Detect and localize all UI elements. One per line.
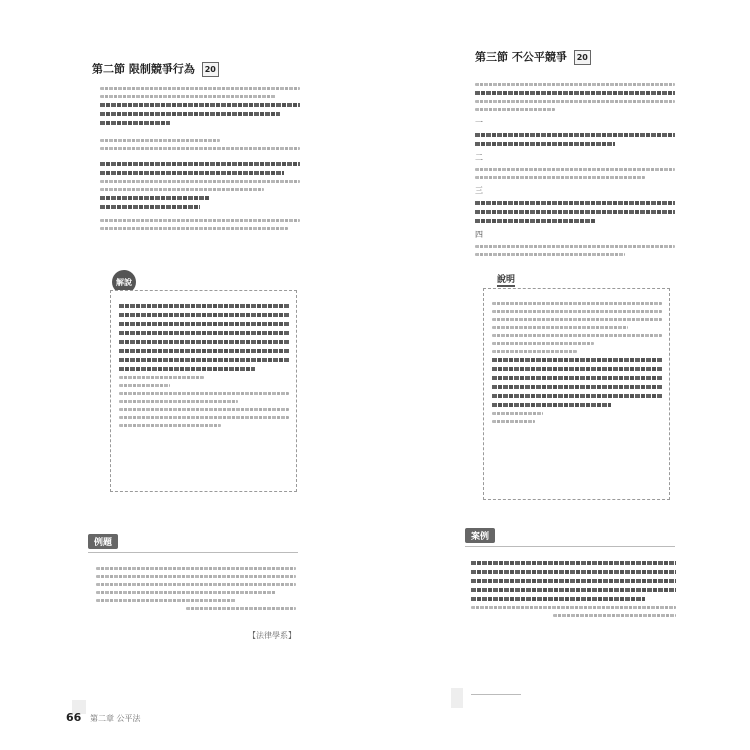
right-explanation-box [483, 288, 670, 500]
text-line [553, 614, 676, 617]
right-heading-tag: 20 [574, 50, 591, 65]
left-divider [88, 552, 298, 553]
text-line [186, 607, 296, 610]
left-body-top [100, 82, 300, 235]
text-line [471, 588, 676, 592]
text-line [492, 302, 662, 305]
text-line [119, 313, 289, 317]
text-line [475, 108, 555, 111]
item-number: 四 [475, 230, 483, 239]
text-line [492, 342, 594, 345]
text-line [119, 424, 221, 427]
text-line [492, 403, 611, 407]
text-line [475, 210, 675, 214]
text-line [119, 384, 170, 387]
text-line [475, 245, 675, 248]
text-line [492, 412, 543, 415]
text-line [119, 349, 289, 353]
text-line [475, 219, 595, 223]
right-example-text [471, 556, 676, 622]
text-line [100, 103, 300, 107]
text-line [492, 318, 662, 321]
text-line [492, 350, 577, 353]
text-line [119, 400, 238, 403]
left-heading-text: 第二節 限制競爭行為 [92, 62, 195, 76]
right-explain-badge: 說明 [497, 272, 515, 287]
text-line [492, 394, 662, 398]
left-explain-badge: 解說 [112, 270, 136, 294]
text-line [96, 599, 236, 602]
page-number: 66 [66, 711, 82, 724]
right-footer-rule [471, 694, 521, 695]
text-line [96, 567, 296, 570]
text-line [100, 87, 300, 90]
text-line [475, 253, 625, 256]
text-line [119, 416, 289, 419]
text-line [475, 91, 675, 95]
text-line [492, 334, 662, 337]
text-line [100, 196, 210, 200]
right-body-top [475, 78, 675, 261]
text-line [100, 139, 220, 142]
left-example-tab: 例題 [88, 534, 118, 549]
numbered-item [475, 151, 675, 163]
text-line [96, 583, 296, 586]
text-line [119, 376, 204, 379]
running-title: 第二章 公平法 [90, 714, 141, 723]
left-heading-tag: 20 [202, 62, 219, 77]
text-line [119, 367, 255, 371]
text-line [492, 367, 662, 371]
text-line [119, 304, 289, 308]
text-line [492, 420, 535, 423]
text-line [475, 201, 675, 205]
left-citation: 【法律學系】 [248, 631, 296, 640]
text-line [492, 358, 662, 362]
text-line [475, 100, 675, 103]
text-line [119, 340, 289, 344]
numbered-item [475, 184, 675, 196]
item-number: 二 [475, 153, 483, 162]
text-line [475, 142, 615, 146]
text-line [100, 171, 284, 175]
text-line [475, 176, 645, 179]
item-number: 一 [475, 118, 483, 127]
right-section-heading [475, 50, 591, 65]
left-example-text [96, 562, 296, 615]
text-line [100, 227, 288, 230]
text-line [492, 376, 662, 380]
text-line [471, 579, 676, 583]
right-example-tab: 案例 [465, 528, 495, 543]
text-line [119, 408, 289, 411]
left-explanation-box [110, 290, 297, 492]
text-line [119, 331, 289, 335]
text-line [475, 133, 675, 137]
text-line [471, 570, 676, 574]
text-line [100, 112, 280, 116]
right-divider [465, 546, 675, 547]
right-page [375, 0, 750, 750]
numbered-item [475, 228, 675, 240]
text-line [471, 597, 645, 601]
text-line [119, 322, 289, 326]
text-line [100, 147, 300, 150]
text-line [100, 162, 300, 166]
text-line [96, 591, 276, 594]
text-line [471, 606, 676, 609]
text-line [100, 95, 276, 98]
right-footer-mark [451, 688, 463, 708]
text-line [100, 205, 200, 209]
numbered-item [475, 116, 675, 128]
right-explain-text [492, 297, 662, 428]
text-line [492, 385, 662, 389]
text-line [100, 121, 170, 125]
item-number: 三 [475, 186, 483, 195]
text-line [96, 575, 296, 578]
text-line [492, 310, 662, 313]
text-line [471, 561, 676, 565]
right-heading-text: 第三節 不公平競爭 [475, 50, 567, 64]
text-line [100, 219, 300, 222]
text-line [492, 326, 628, 329]
left-section-heading [92, 62, 219, 77]
text-line [119, 358, 289, 362]
text-line [475, 168, 675, 171]
left-explain-text [119, 299, 289, 432]
text-line [100, 188, 264, 191]
text-line [100, 180, 300, 183]
text-line [119, 392, 289, 395]
text-line [475, 83, 675, 86]
